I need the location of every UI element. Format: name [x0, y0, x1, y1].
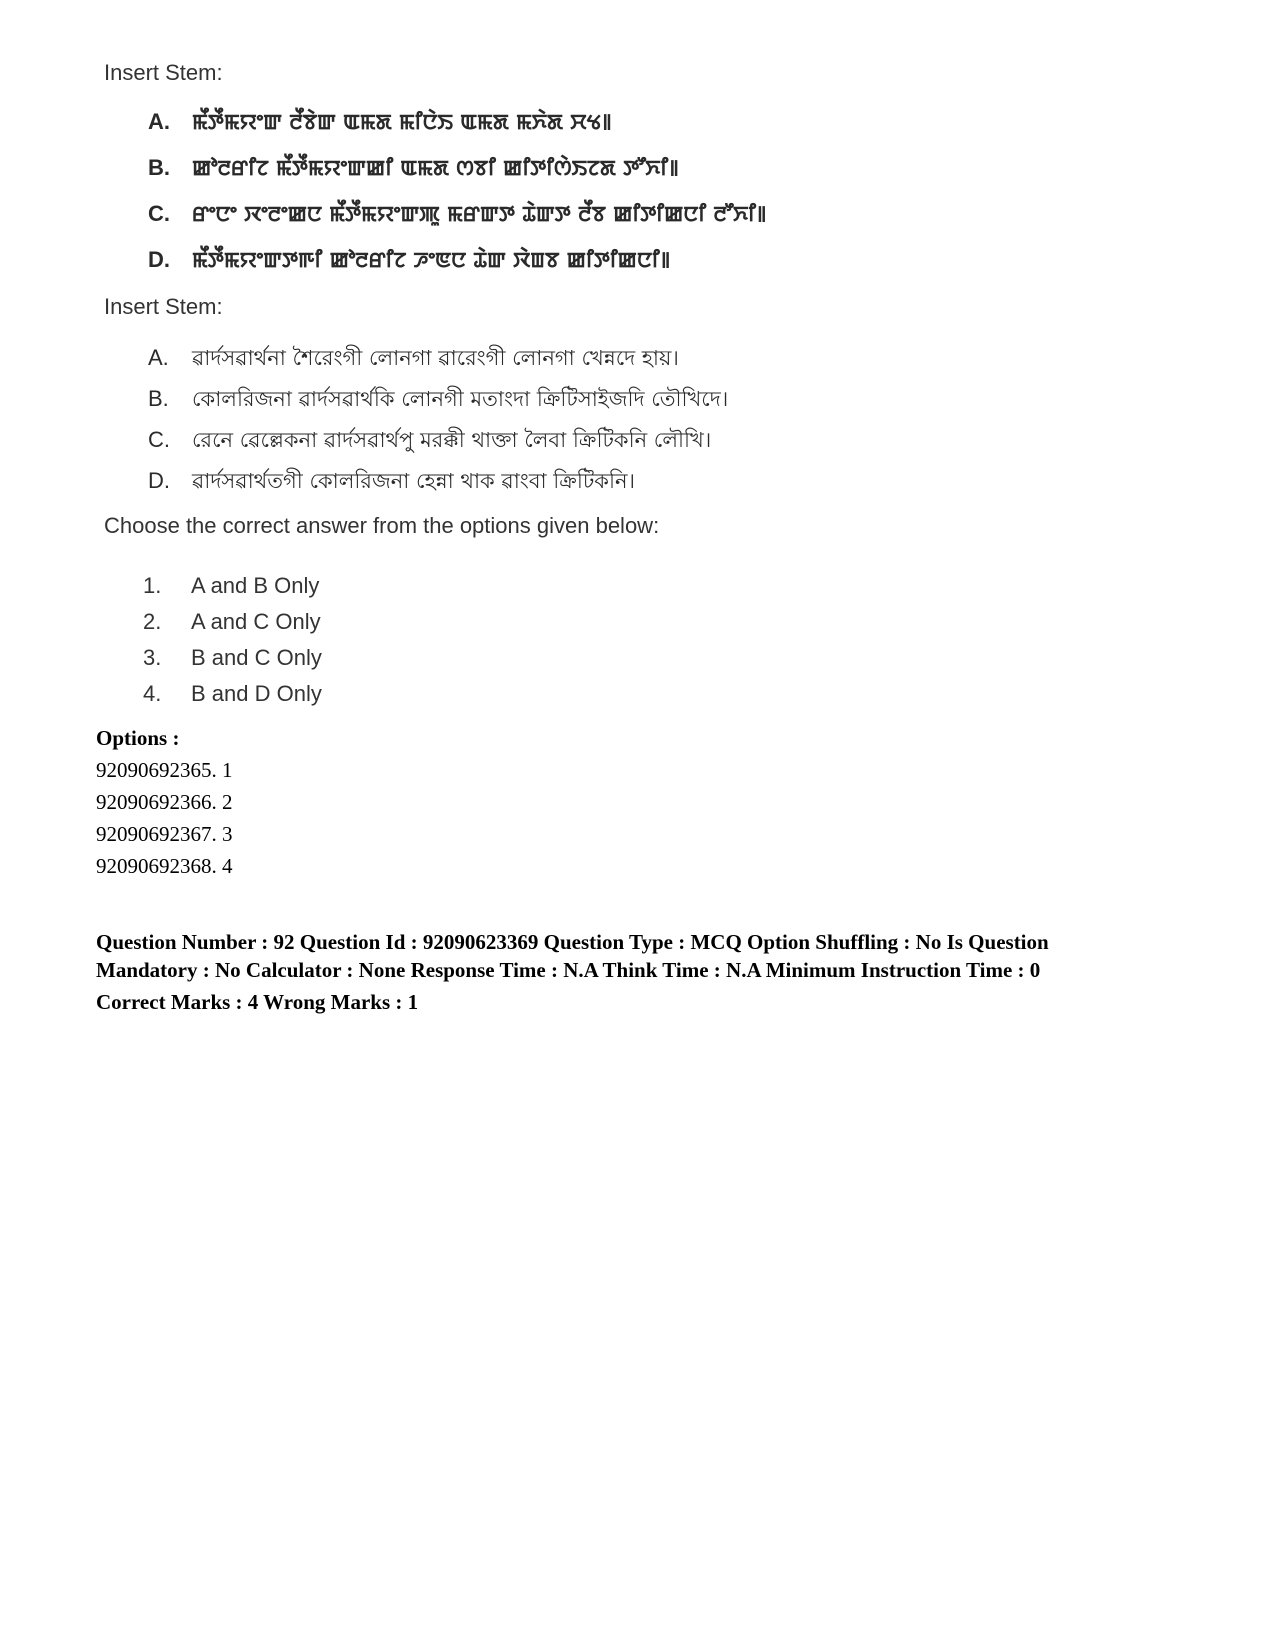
statement-letter: B.: [148, 386, 169, 411]
stem-2-label: Insert Stem:: [104, 294, 223, 319]
question-meta-line: Question Number : 92 Question Id : 92090623369 Question Type : MCQ Option Shuffling : No Is Question: [96, 930, 1049, 954]
question-meta-line: Correct Marks : 4 Wrong Marks : 1: [96, 990, 419, 1014]
statement-text: ꯃꯩꯇꯩꯃꯌꯦꯛ ꯂꯩꯕꯥꯛ ꯑꯃꯗ ꯃꯤꯅꯥꯏ ꯑꯃꯗ ꯃꯈꯥꯗ ꯆꯠ꯫: [192, 110, 612, 134]
stem-1-statement-a: [148, 107, 612, 136]
option-item: 92090692366. 2: [96, 790, 233, 814]
stem-1-statement-d: [148, 245, 670, 274]
question-meta: [96, 928, 1186, 1016]
choice-3: [143, 645, 322, 671]
choice-text: A and B Only: [191, 573, 320, 598]
choice-text: B and C Only: [191, 645, 322, 670]
choice-text: B and D Only: [191, 681, 322, 706]
statement-text: ৱার্দসৱার্থনা শৈরেংগী লোনগা ৱারেংগী লোনগা খেন্নদে হায়।: [192, 346, 679, 370]
statement-letter: B.: [148, 155, 170, 180]
stem-2-statement-c: [148, 424, 711, 459]
statement-text: ৱার্দসৱার্থতগী কোলরিজনা হেন্না থাক ৱাংবা ক্রিটিকনি।: [192, 469, 636, 493]
choice-4: [143, 681, 322, 707]
statement-text: ꯔꯦꯅꯦ ꯋꯦꯂꯦꯀꯅ ꯃꯩꯇꯩꯃꯌꯦꯛꯄꯨ ꯃꯔꯛꯇ ꯊꯥꯛꯇ ꯂꯩꯕ ꯀꯤꯇꯤꯀꯅꯤ ꯂꯧꯈꯤ꯫: [192, 202, 767, 226]
statement-text: কোলরিজনা ৱার্দসৱার্থকি লোনগী মতাংদা ক্রিটিসাইজদি তৌখিদে।: [192, 387, 729, 411]
choice-2: [143, 609, 321, 635]
statement-text: ꯃꯩꯇꯩꯃꯌꯦꯛꯇꯒꯤ ꯀꯣꯂꯔꯤꯖ ꯍꯦꯟꯅ ꯊꯥꯛ ꯋꯥꯡꯕ ꯀꯤꯇꯤꯀꯅꯤ꯫: [192, 248, 671, 272]
statement-letter: C.: [148, 201, 170, 226]
choice-text: A and C Only: [191, 609, 321, 634]
question-meta-line: Mandatory : No Calculator : None Response Time : N.A Think Time : N.A Minimum Instruction Time : 0: [96, 958, 1041, 982]
statement-letter: D.: [148, 247, 170, 272]
stem-2-statement-a: [148, 342, 679, 377]
statement-letter: A.: [148, 345, 169, 370]
statement-text: রেনে ৱেল্লেকনা ৱার্দসৱার্থপু মরক্কী থাক্তা লৈবা ক্রিটিকনি লৌখি।: [192, 428, 712, 452]
choice-number: 2.: [143, 609, 162, 634]
stem-2-statement-d: [148, 465, 635, 500]
statement-letter: A.: [148, 109, 170, 134]
stem-2-statement-b: [148, 383, 728, 418]
choice-1: [143, 573, 319, 599]
stem-1-statement-c: [148, 199, 766, 228]
choice-number: 4.: [143, 681, 162, 706]
options-heading: Options :: [96, 726, 180, 750]
choice-number: 1.: [143, 573, 162, 598]
option-item: 92090692365. 1: [96, 758, 233, 782]
option-item: 92090692368. 4: [96, 854, 233, 878]
instruction-text: Choose the correct answer from the options given below:: [104, 513, 660, 538]
statement-text: ꯀꯣꯂꯔꯤꯖ ꯃꯩꯇꯩꯃꯌꯦꯛꯀꯤ ꯑꯃꯗ ꯁꯕꯤ ꯀꯤꯇꯤꯁꯥꯏꯖꯗ ꯇꯧꯈꯤ꯫: [192, 156, 679, 180]
option-item: 92090692367. 3: [96, 822, 233, 846]
statement-letter: C.: [148, 427, 170, 452]
stem-1-statement-b: [148, 153, 679, 182]
statement-letter: D.: [148, 468, 170, 493]
stem-1-label: Insert Stem:: [104, 60, 223, 85]
choice-number: 3.: [143, 645, 162, 670]
